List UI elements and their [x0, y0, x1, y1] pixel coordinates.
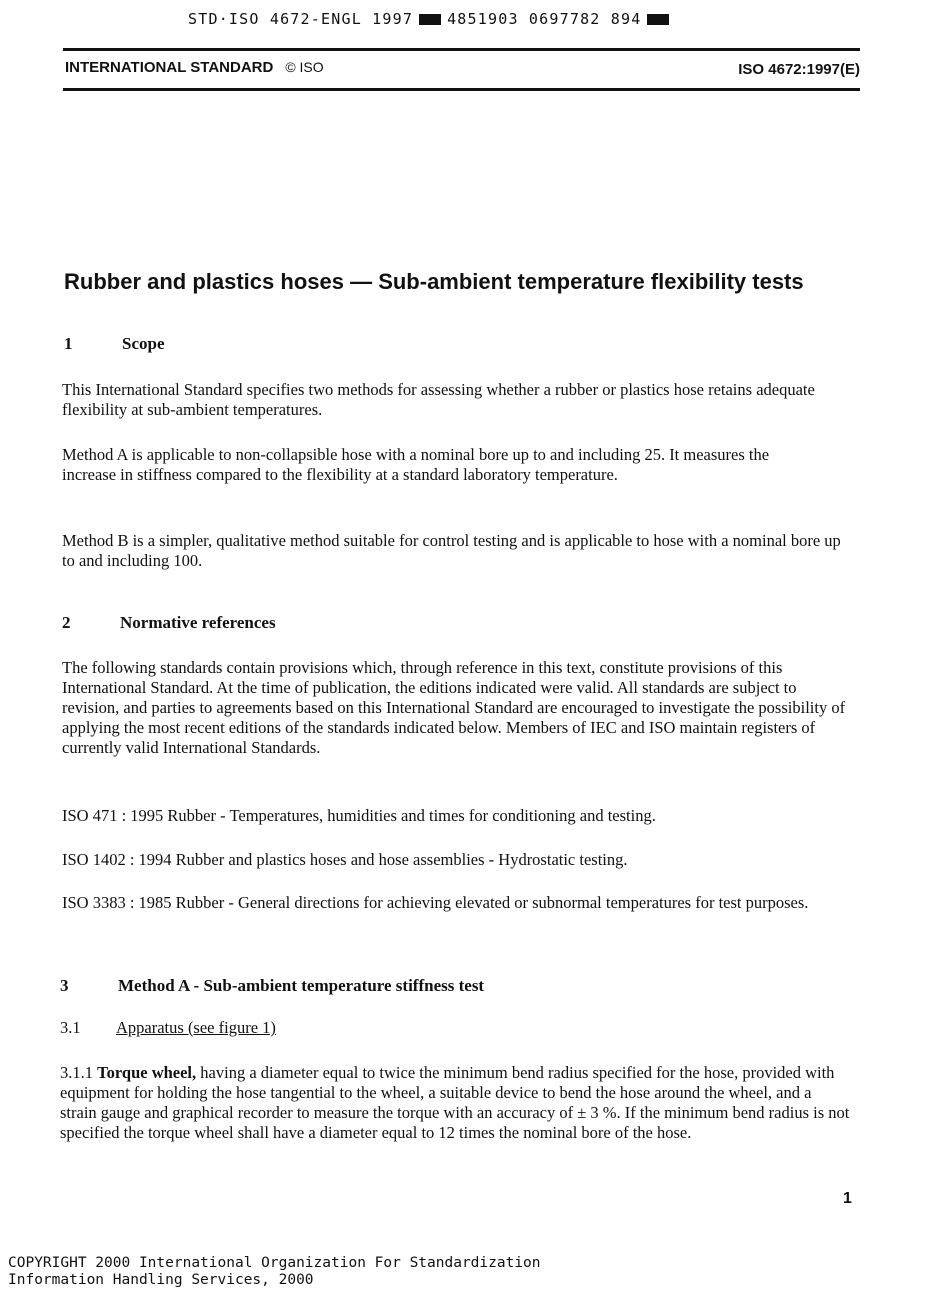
scan-code-part1: STD·ISO 4672-ENGL 1997: [188, 10, 414, 28]
scan-block-mark: [647, 14, 669, 25]
torque-wheel-paragraph: [60, 1063, 850, 1143]
reference-entry: ISO 3383 : 1985 Rubber - General directions for achieving elevated or subnormal temperatures for test purposes.: [62, 893, 809, 912]
section-2-heading: [62, 613, 276, 633]
apparatus-link[interactable]: Apparatus (see figure 1): [116, 1018, 276, 1037]
reference-entry: ISO 1402 : 1994 Rubber and plastics hoses and hose assemblies - Hydrostatic testing.: [62, 850, 628, 869]
footer-line-2: Information Handling Services, 2000: [8, 1272, 314, 1288]
scope-paragraph: Method A is applicable to non-collapsible hose with a nominal bore up to and including 25. It measures the increase in stiffness compared to the flexibility at a standard laboratory temperature.: [62, 445, 770, 484]
section-number: 3: [60, 976, 69, 995]
header-bottom-rule: [63, 88, 860, 91]
scan-code-part2: 4851903 0697782 894: [447, 10, 642, 28]
subsection-number: 3.1: [60, 1018, 81, 1037]
scope-paragraph: This International Standard specifies two methods for assessing whether a rubber or plastics hose retains adequate flexibility at sub-ambient temperatures.: [62, 380, 815, 419]
copyright-footer: [8, 1255, 541, 1289]
header-left: [65, 59, 324, 76]
section-title: Method A - Sub-ambient temperature stiffness test: [118, 976, 485, 995]
page-number: 1: [843, 1190, 852, 1207]
scan-block-mark: [419, 14, 441, 25]
section-title: Normative references: [120, 613, 276, 632]
subsection-3-1-heading: [60, 1018, 276, 1038]
reference-entry: ISO 471 : 1995 Rubber - Temperatures, humidities and times for conditioning and testing.: [62, 806, 656, 825]
section-number: 2: [62, 613, 71, 632]
section-3-heading: [60, 976, 484, 996]
document-title: Rubber and plastics hoses — Sub-ambient temperature flexibility tests: [64, 269, 804, 294]
header-standard-label: INTERNATIONAL STANDARD: [65, 59, 274, 76]
header-document-id: ISO 4672:1997(E): [738, 61, 860, 78]
header-copyright: © ISO: [285, 59, 324, 75]
references-intro-paragraph: The following standards contain provisions which, through reference in this text, constitute provisions of this International Standard. At the time of publication, the editions indicated were valid. All standards are subject to revision, and parties to agreements based on this International Standard are encouraged to investigate the possibility of applying the most recent editions of the standards indicated below. Members of IEC and ISO maintain registers of currently valid International Standards.: [62, 658, 846, 757]
section-number: 1: [64, 334, 73, 353]
scope-paragraph: Method B is a simpler, qualitative method suitable for control testing and is applicable to hose with a nominal bore up to and including 100.: [62, 531, 841, 570]
item-term: Torque wheel,: [97, 1063, 197, 1082]
scan-code-line: [188, 10, 675, 28]
header-top-rule: [63, 48, 860, 51]
footer-line-1: COPYRIGHT 2000 International Organization For Standardization: [8, 1255, 541, 1271]
section-title: Scope: [122, 334, 165, 353]
item-text: having a diameter equal to twice the minimum bend radius specified for the hose, provided with equipment for holding the hose tangential to the wheel, a suitable device to bend the hose around the wheel, and a strain gauge and graphical recorder to measure the torque with an accuracy of ± 3 %. If the minimum bend radius is not specified the torque wheel shall have a diameter equal to 12 times the nominal bore of the hose.: [60, 1063, 850, 1142]
item-number: 3.1.1: [60, 1063, 93, 1082]
section-1-heading: [64, 334, 165, 354]
